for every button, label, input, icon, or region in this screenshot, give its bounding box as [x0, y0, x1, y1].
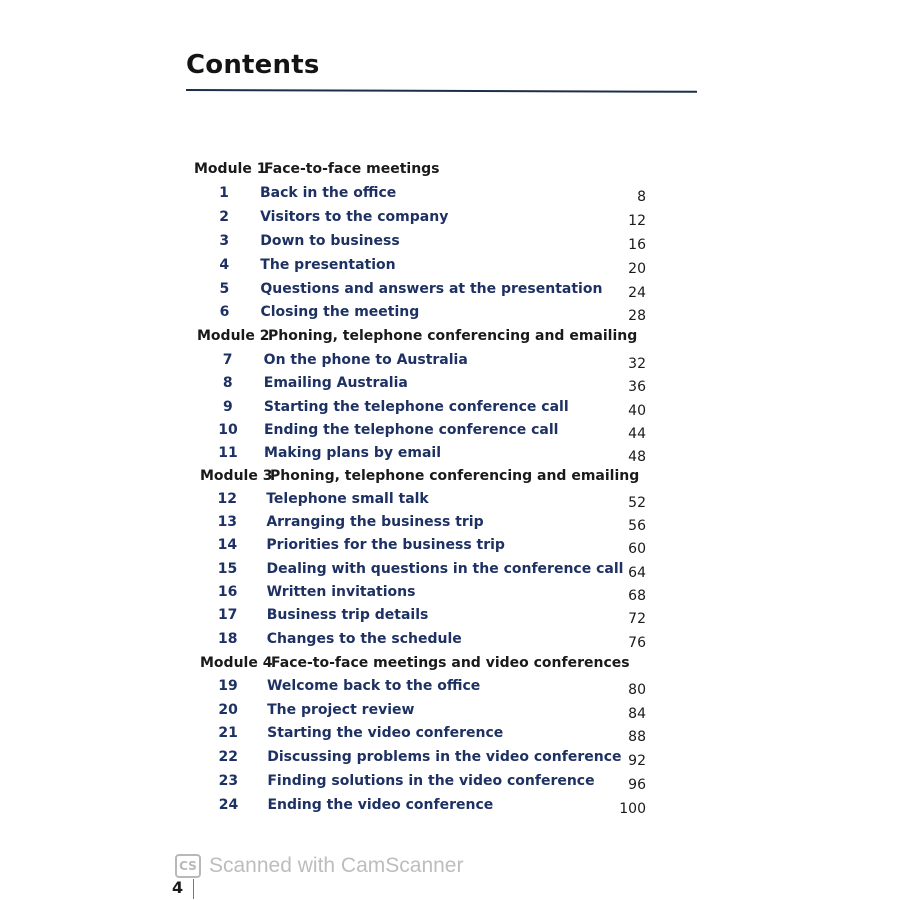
toc-entry: [0, 512, 900, 532]
unit-number: 18: [218, 631, 238, 647]
toc-entry: [0, 582, 900, 602]
unit-number: 15: [217, 561, 238, 577]
unit-page-number: 68: [628, 588, 646, 604]
unit-page-number: 20: [628, 261, 646, 277]
unit-page-number: 52: [628, 495, 646, 511]
unit-number: 19: [218, 678, 238, 694]
unit-page-number: 76: [628, 635, 646, 651]
camscanner-logo-icon: CS: [175, 854, 201, 878]
toc-entry: [0, 771, 900, 791]
toc-entry: [0, 255, 900, 275]
unit-page-number: 36: [628, 379, 646, 395]
scanner-watermark: [175, 852, 463, 880]
unit-title: Visitors to the company: [260, 209, 449, 225]
unit-page-number: 40: [628, 403, 646, 419]
unit-title: Down to business: [260, 233, 400, 249]
module-title: Phoning, telephone conferencing and emailing: [270, 468, 640, 484]
unit-number: 21: [218, 725, 238, 741]
unit-title: Making plans by email: [264, 445, 441, 461]
unit-title: Business trip details: [266, 607, 429, 623]
unit-page-number: 28: [628, 308, 646, 324]
toc-entry: [0, 183, 900, 203]
toc-entry: [0, 795, 900, 815]
unit-page-number: 88: [628, 729, 646, 745]
unit-number: 9: [222, 399, 233, 415]
module-heading: [0, 653, 900, 673]
module-title: Face-to-face meetings and video conferences: [271, 655, 630, 671]
unit-title: Emailing Australia: [263, 375, 408, 391]
unit-number: 13: [217, 514, 238, 530]
unit-number: 7: [222, 352, 233, 368]
module-heading: [0, 159, 900, 179]
unit-number: 24: [218, 797, 239, 813]
toc-entry: [0, 373, 900, 393]
toc-entry: [0, 559, 900, 579]
toc-entry: [0, 723, 900, 743]
unit-page-number: 48: [628, 449, 646, 465]
unit-page-number: 100: [619, 801, 646, 817]
unit-page-number: 64: [628, 565, 646, 581]
unit-number: 16: [217, 584, 238, 600]
toc-entry: [0, 443, 900, 463]
unit-title: Back in the office: [260, 185, 397, 201]
unit-number: 10: [218, 422, 238, 438]
unit-page-number: 12: [628, 213, 646, 229]
module-title: Face-to-face meetings: [264, 161, 440, 177]
unit-number: 11: [218, 445, 238, 461]
toc-entry: [0, 279, 900, 299]
scanner-watermark-text: Scanned with CamScanner: [209, 854, 464, 877]
unit-page-number: 16: [628, 237, 646, 253]
unit-number: 17: [217, 607, 238, 623]
module-label: Module 1: [194, 161, 267, 177]
unit-number: 22: [218, 749, 238, 765]
toc-entry: [0, 535, 900, 555]
unit-title: Starting the video conference: [267, 725, 504, 741]
unit-page-number: 32: [628, 356, 646, 372]
toc-entry: [0, 700, 900, 720]
unit-page-number: 8: [637, 189, 646, 205]
unit-title: Changes to the schedule: [266, 631, 462, 647]
unit-title: Written invitations: [266, 584, 416, 600]
module-title: Phoning, telephone conferencing and emailing: [268, 328, 638, 344]
toc-entry: [0, 397, 900, 417]
unit-title: Starting the telephone conference call: [263, 399, 569, 415]
unit-number: 4: [219, 257, 230, 273]
unit-title: The presentation: [260, 257, 396, 273]
unit-title: Discussing problems in the video conference: [267, 749, 622, 765]
module-label: Module 2: [197, 328, 270, 344]
page-number: 4: [172, 878, 184, 897]
unit-title: On the phone to Australia: [263, 352, 468, 368]
unit-page-number: 80: [628, 682, 646, 698]
toc-entry: [0, 350, 900, 370]
module-label: Module 4: [200, 655, 273, 671]
unit-page-number: 96: [628, 777, 646, 793]
toc-entry: [0, 489, 900, 509]
unit-title: Welcome back to the office: [266, 678, 481, 694]
unit-number: 6: [219, 304, 230, 320]
unit-title: Priorities for the business trip: [266, 537, 505, 553]
unit-page-number: 44: [628, 426, 646, 442]
unit-page-number: 24: [628, 285, 646, 301]
module-heading: [0, 326, 900, 346]
unit-page-number: 56: [628, 518, 646, 534]
toc-entry: [0, 605, 900, 625]
unit-number: 1: [219, 185, 229, 201]
unit-page-number: 84: [628, 706, 646, 722]
unit-title: The project review: [267, 702, 415, 718]
toc-entry: [0, 231, 900, 251]
unit-number: 20: [218, 702, 238, 718]
toc-entry: [0, 629, 900, 649]
unit-page-number: 60: [628, 541, 646, 557]
unit-title: Dealing with questions in the conference call: [266, 561, 624, 577]
unit-number: 5: [219, 281, 230, 297]
unit-number: 12: [217, 491, 237, 507]
unit-number: 3: [219, 233, 230, 249]
unit-title: Arranging the business trip: [266, 514, 484, 530]
unit-title: Ending the telephone conference call: [263, 422, 559, 438]
unit-number: 8: [222, 375, 233, 391]
module-label: Module 3: [200, 468, 273, 484]
toc-entry: [0, 676, 900, 696]
toc-entry: [0, 207, 900, 227]
module-heading: [0, 466, 900, 486]
unit-title: Finding solutions in the video conference: [267, 773, 595, 789]
unit-page-number: 72: [628, 611, 646, 627]
unit-number: 23: [218, 773, 239, 789]
unit-title: Telephone small talk: [266, 491, 429, 507]
unit-number: 2: [219, 209, 229, 225]
toc-entry: [0, 420, 900, 440]
toc-entry: [0, 302, 900, 322]
toc-entry: [0, 747, 900, 767]
unit-title: Closing the meeting: [260, 304, 420, 320]
page-title: Contents: [186, 50, 320, 80]
page-number-divider: [193, 879, 194, 899]
unit-title: Questions and answers at the presentation: [260, 281, 603, 297]
unit-title: Ending the video conference: [267, 797, 494, 813]
unit-number: 14: [217, 537, 238, 553]
unit-page-number: 92: [628, 753, 646, 769]
